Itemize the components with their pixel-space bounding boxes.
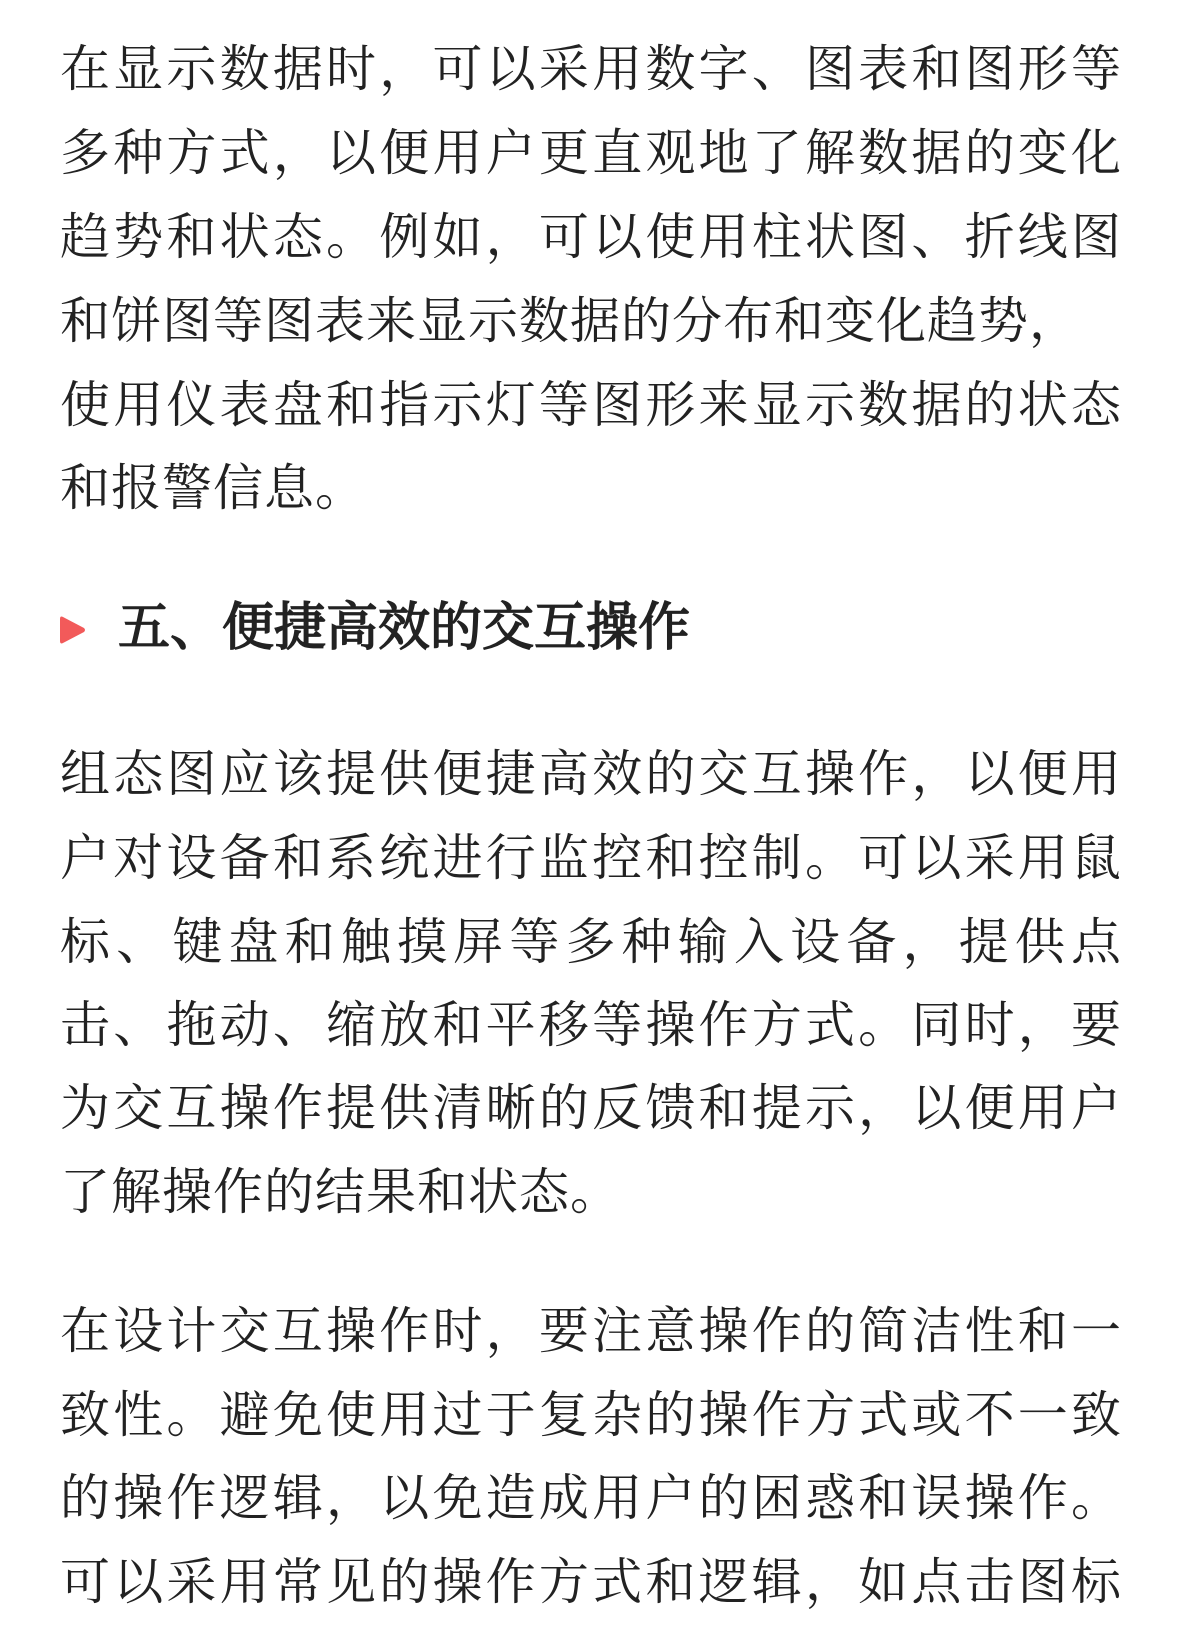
paragraph-line: 致性。避免使用过于复杂的操作方式或不一致 (60, 1386, 1122, 1444)
paragraph-line: 组态图应该提供便捷高效的交互操作，以便用 (60, 745, 1122, 803)
paragraph-line: 在显示数据时，可以采用数字、图表和图形等 (60, 40, 1122, 98)
triangle-right-icon (60, 615, 86, 645)
paragraph-line: 和饼图等图表来显示数据的分布和变化趋势， (60, 292, 1080, 350)
paragraph-line: 标、键盘和触摸屏等多种输入设备，提供点 (60, 913, 1122, 971)
paragraph-line: 使用仪表盘和指示灯等图形来显示数据的状态 (60, 376, 1122, 434)
section-heading-title: 五、便捷高效的交互操作 (118, 598, 691, 658)
paragraph-line: 了解操作的结果和状态。 (60, 1163, 621, 1221)
paragraph-line: 可以采用常见的操作方式和逻辑，如点击图标 (60, 1553, 1122, 1611)
paragraph-line: 为交互操作提供清晰的反馈和提示，以便用户 (60, 1079, 1122, 1137)
paragraph-line: 趋势和状态。例如，可以使用柱状图、折线图 (60, 208, 1122, 266)
paragraph-line: 和报警信息。 (60, 459, 366, 517)
paragraph-line: 的操作逻辑，以免造成用户的困惑和误操作。 (60, 1469, 1122, 1527)
paragraph-line: 击、拖动、缩放和平移等操作方式。同时，要 (60, 996, 1122, 1054)
paragraph-line: 在设计交互操作时，要注意操作的简洁性和一 (60, 1302, 1122, 1360)
paragraph-line: 户对设备和系统进行监控和控制。可以采用鼠 (60, 829, 1122, 887)
paragraph-line: 多种方式，以便用户更直观地了解数据的变化 (60, 124, 1122, 182)
